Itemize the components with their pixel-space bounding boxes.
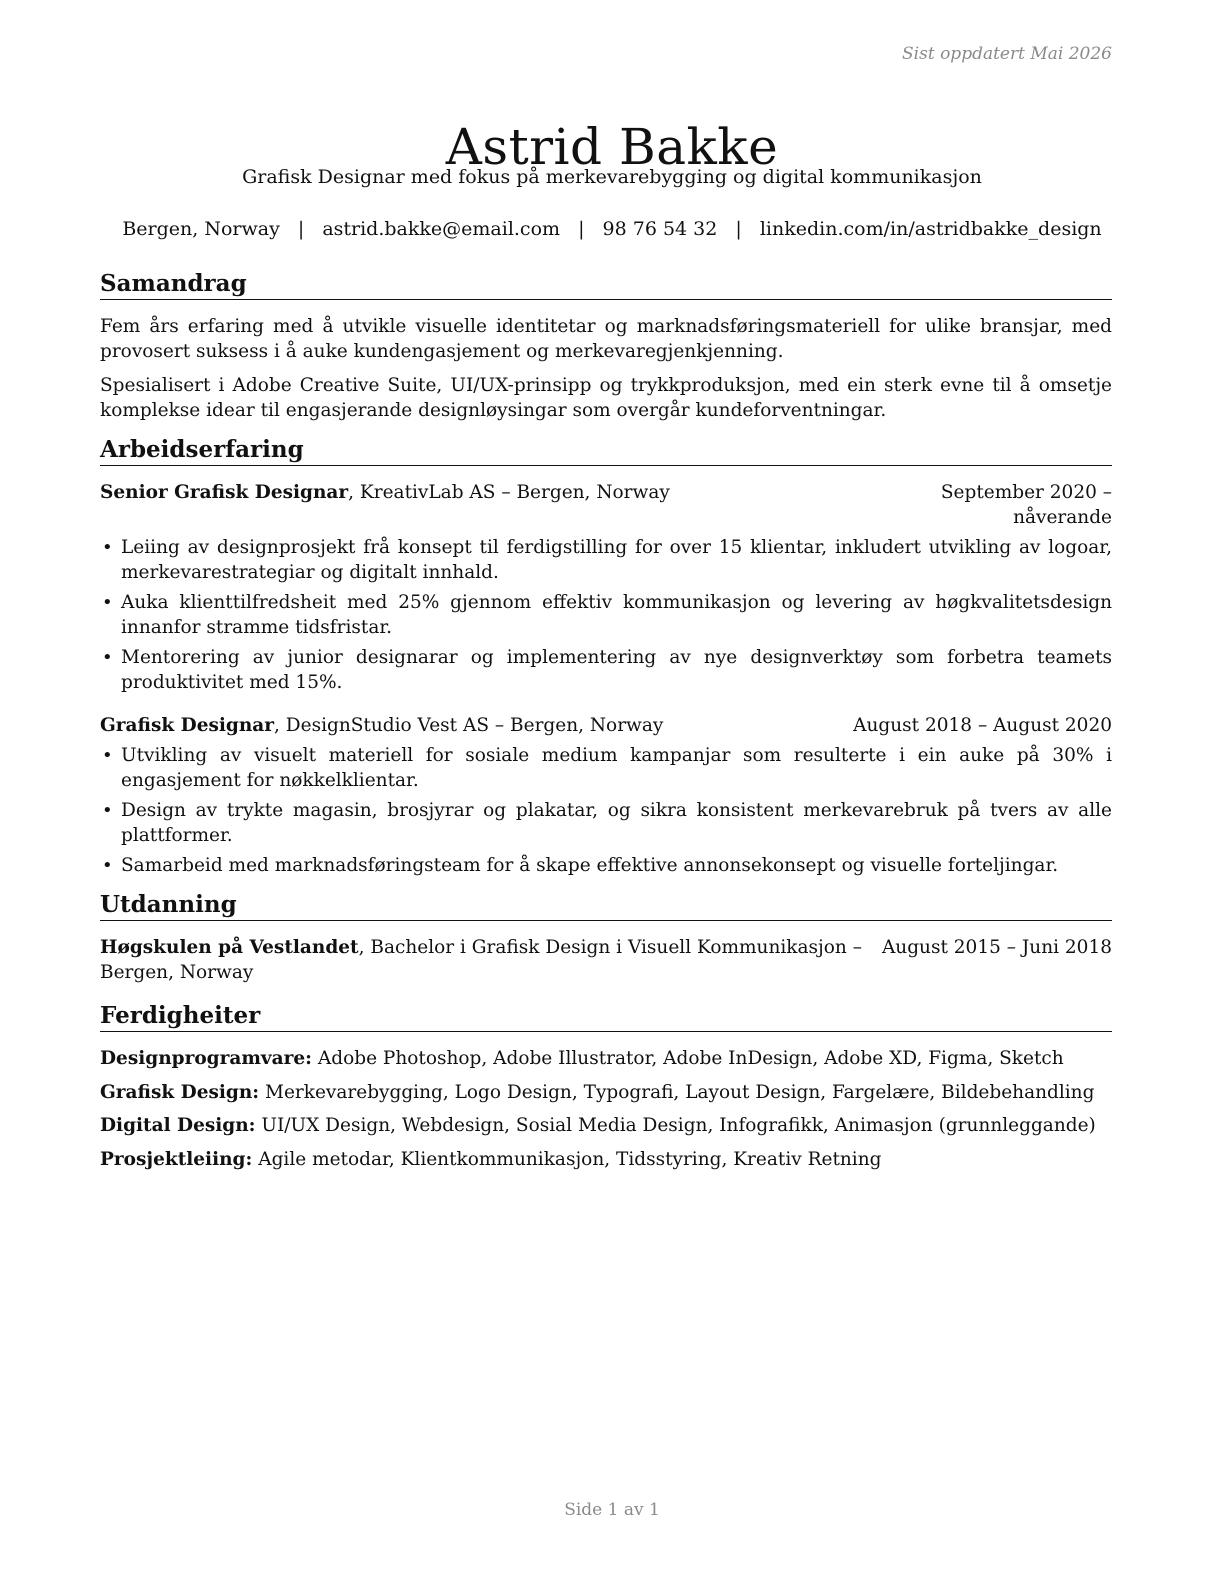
skill-category: Digital Design:	[100, 1115, 256, 1136]
skills-section	[100, 1002, 1112, 1172]
contact-location: Bergen, Norway	[122, 218, 280, 240]
last-updated-note: Sist oppdatert Mai 2026	[902, 44, 1112, 64]
summary-paragraph: Spesialisert i Adobe Creative Suite, UI/UX-prinsipp og trykkproduksjon, med ein sterk evne til å omsetje komplekse idear til engasjerande designløysingar som overgår kundeforventningar.	[100, 375, 1112, 421]
summary-paragraph: Fem års erfaring med å utvikle visuelle identitetar og marknadsføringsmateriell for ulike bransjar, med provosert suksess i å auke kundengasjement og merkevaregjenkjenning.	[100, 316, 1112, 362]
education-school: Høgskulen på Vestlandet	[100, 937, 359, 958]
education-section	[100, 891, 1112, 985]
job-entry	[100, 713, 1112, 878]
job-bullets	[100, 535, 1112, 695]
job-header	[100, 713, 1112, 738]
job-header	[100, 480, 1112, 530]
skill-row	[100, 1113, 1112, 1138]
list-item	[100, 645, 1112, 695]
experience-section	[100, 436, 1112, 878]
bullet-icon: •	[102, 647, 113, 668]
bullet-text: Samarbeid med marknadsføringsteam for å skape effektive annonsekonsept og visuelle forteljingar.	[121, 855, 1059, 876]
skill-items: Agile metodar, Klientkommunikasjon, Tidsstyring, Kreativ Retning	[258, 1148, 882, 1170]
job-title-line	[100, 480, 872, 505]
contact-line	[0, 218, 1224, 240]
job-company: , KreativLab AS – Bergen, Norway	[348, 482, 670, 503]
resume-body	[100, 270, 1112, 1180]
skill-row	[100, 1147, 1112, 1172]
skills-heading: Ferdigheiter	[100, 1002, 1112, 1032]
candidate-name: Astrid Bakke	[445, 117, 779, 176]
contact-separator: |	[735, 218, 742, 240]
summary-section	[100, 270, 1112, 423]
job-dates: August 2018 – August 2020	[853, 715, 1112, 736]
job-dates: September 2020 – nåverande	[940, 482, 1112, 528]
education-heading: Utdanning	[100, 891, 1112, 921]
skill-category: Prosjektleiing:	[100, 1148, 253, 1170]
summary-heading: Samandrag	[100, 270, 1112, 300]
bullet-icon: •	[102, 800, 113, 821]
list-item	[100, 743, 1112, 793]
list-item	[100, 853, 1112, 878]
summary-text	[100, 314, 1112, 423]
contact-phone: 98 76 54 32	[602, 218, 718, 240]
education-dates: August 2015 – Juni 2018	[881, 937, 1112, 958]
job-company: , DesignStudio Vest AS – Bergen, Norway	[274, 715, 664, 736]
bullet-text: Design av trykte magasin, brosjyrar og plakatar, og sikra konsistent merkevarebruk på tvers av alle plattformer.	[121, 800, 1112, 846]
education-details: , Bachelor i Grafisk Design i Visuell Kommunikasjon – Bergen, Norway	[100, 937, 862, 983]
education-title-line	[100, 935, 882, 985]
skills-list	[100, 1046, 1112, 1172]
page-number: Side 1 av 1	[564, 1500, 660, 1520]
bullet-icon: •	[102, 855, 113, 876]
list-item	[100, 798, 1112, 848]
list-item	[100, 590, 1112, 640]
list-item	[100, 535, 1112, 585]
job-title-line	[100, 713, 853, 738]
skill-items: UI/UX Design, Webdesign, Sosial Media Design, Infografikk, Animasjon (grunnleggande)	[261, 1115, 1096, 1136]
bullet-icon: •	[102, 592, 113, 613]
bullet-text: Mentorering av junior designarar og implementering av nye designverktøy som forbetra teamets produktivitet med 15%.	[121, 647, 1112, 693]
skill-category: Designprogramvare:	[100, 1048, 312, 1069]
skill-items: Adobe Photoshop, Adobe Illustrator, Adobe InDesign, Adobe XD, Figma, Sketch	[317, 1048, 1064, 1069]
contact-separator: |	[578, 218, 585, 240]
candidate-tagline: Grafisk Designar med fokus på merkevarebygging og digital kommunikasjon	[242, 166, 982, 188]
skill-category: Grafisk Design:	[100, 1081, 260, 1103]
bullet-text: Leiing av designprosjekt frå konsept til ferdigstilling for over 15 klientar, inkludert utvikling av logoar, merkevarestrategiar og digitalt innhald.	[121, 537, 1112, 583]
experience-heading: Arbeidserfaring	[100, 436, 1112, 466]
bullet-icon: •	[102, 537, 113, 558]
job-role: Senior Grafisk Designar	[100, 482, 349, 503]
job-bullets	[100, 743, 1112, 878]
bullet-text: Auka klienttilfredsheit med 25% gjennom effektiv kommunikasjon og levering av høgkvalitetsdesign innanfor stramme tidsfristar.	[121, 592, 1112, 638]
bullet-text: Utvikling av visuelt materiell for sosiale medium kampanjar som resulterte i ein auke på 30% i engasjement for nøkkelklientar.	[121, 745, 1112, 791]
education-entry	[100, 935, 1112, 985]
contact-linkedin[interactable]: linkedin.com/in/astridbakke_design	[759, 218, 1102, 240]
education-header	[100, 935, 1112, 985]
skill-items: Merkevarebygging, Logo Design, Typografi, Layout Design, Fargelære, Bildebehandling	[265, 1081, 1095, 1103]
contact-email[interactable]: astrid.bakke@email.com	[322, 218, 561, 240]
skill-row	[100, 1046, 1112, 1071]
bullet-icon: •	[102, 745, 113, 766]
job-role: Grafisk Designar	[100, 715, 275, 736]
job-entry	[100, 480, 1112, 695]
contact-separator: |	[297, 218, 305, 240]
skill-row	[100, 1080, 1112, 1105]
